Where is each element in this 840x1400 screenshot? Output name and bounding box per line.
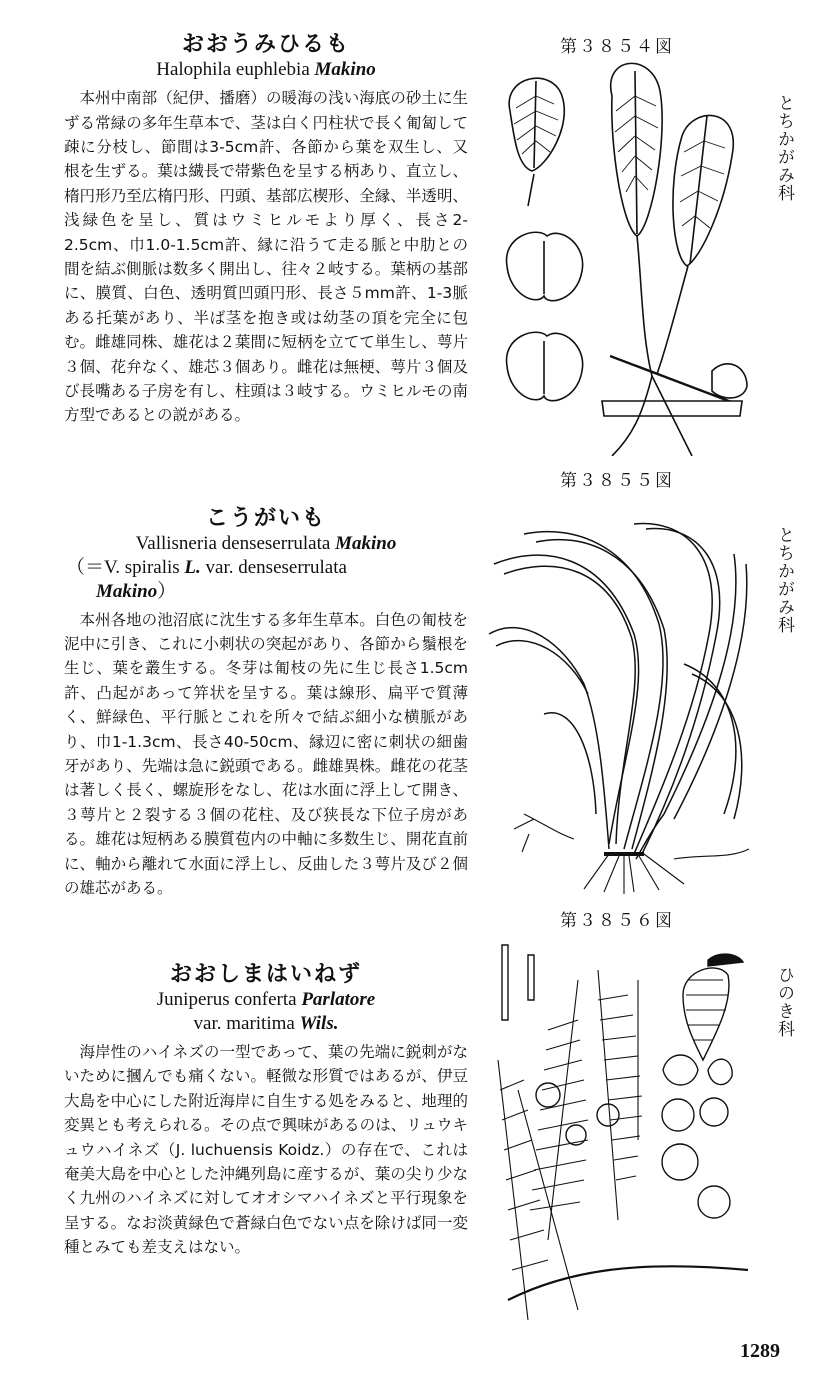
entry-title: おおしまはいねず xyxy=(169,962,362,987)
entry-description: 海岸性のハイネズの一型であって、葉の先端に鋭刺がないために摑んでも痛くない。軽微な形質ではあるが、伊豆大島を中心にした附近海岸に自生する処をみると、地理的変異とも考えられる。その点で興味があるのは、リュウキュウハイネズ（J. luchuensis Koidz.）の存在で、これは奄美大島を中心とした沖縄列島に産するが、葉の尖り少なく九州のハイネズに対してオオシマハイネズと平行現象を呈する。なお淡黄緑色で蒼緑白色でない点を除けば同一変種とみても差支えはない。 xyxy=(64,1042,468,1257)
figure-label: 第３８５５図 xyxy=(560,471,674,491)
entry-description: 本州中南部（紀伊、播磨）の暖海の浅い海底の砂土に生ずる常緑の多年生草本で、茎は白く円柱状で長く匍匐して疎に分枝し、節間は3-5cm許、各節から葉を双生し、又根を生ずる。葉は繊長で帯紫色を呈する柄あり、直立し、楕円形乃至広楕円形、円頭、基部広楔形、全縁、半透明、浅緑色を呈し、質はウミヒルモより厚く、長さ2-2.5cm、巾1.0-1.5cm許、縁に沿うて走る脈と中肋との間を結ぶ側脈は数多く開出し、往々２岐する。葉柄の基部に、膜質、白色、透明質凹頭円形、長さ５mm許、1-3脈ある托葉があり、半ば茎を抱き或は幼茎の頂を完全に包む。雌雄同株、雄花は２葉間に短柄を立てて単生し、萼片３個、花弁なく、雄芯３個あり。雌花は無梗、萼片３個及び長嘴ある子房を有し、柱頭は３岐する。ウミヒルモの南方型であるとの説がある。 xyxy=(64,89,468,425)
vallisneria-plant-illustration xyxy=(484,514,754,894)
entry-title: こうがいも xyxy=(205,506,326,531)
family-label: ひのき科 xyxy=(774,966,794,1038)
scientific-name: Vallisneria denseserrulata Makino xyxy=(135,533,397,555)
halophila-plant-illustration xyxy=(492,56,754,456)
synonym: （＝V. spiralis L. var. denseserrulata Makino） xyxy=(66,557,347,602)
entry-oumihirumo xyxy=(64,32,468,428)
entry-description: 本州各地の池沼底に沈生する多年生草本。白色の匍枝を泥中に引き、これに小刺状の突起があり、各節から鬚根を生じ、葉を叢生する。冬芽は匍枝の先に生じ長さ1.5cm許、凸起があって笄状を呈する。葉は線形、扁平で質薄く、鮮緑色、平行脈とこれを所々で結ぶ細小な横脈があり、巾1-1.3cm、長さ40-50cm、縁辺に密に刺状の細歯牙があり、先端は急に鋭頭である。雌雄異株。雌花の花茎は著しく長く、螺旋形をなし、花は水面に浮上して開き、３萼片と２裂する３個の花柱、及び狭長な下位子房がある。雄花は短柄ある膜質苞内の中軸に多数生じ、開花直前に、軸から離れて水面に浮上し、反曲した３萼片及び２個の雄芯がある。 xyxy=(64,610,468,898)
entry-ooshimahainezu xyxy=(64,962,468,1260)
juniperus-plant-illustration xyxy=(488,940,758,1325)
family-label: とちかがみ科 xyxy=(774,526,794,634)
figure-label: 第３８５４図 xyxy=(560,37,674,57)
figure-label: 第３８５６図 xyxy=(560,911,674,931)
scientific-name: Juniperus conferta Parlatore xyxy=(156,989,376,1011)
scientific-name: Halophila euphlebia Makino xyxy=(156,59,376,81)
entry-title: おおうみひるも xyxy=(181,32,350,57)
page-number: 1289 xyxy=(740,1340,780,1362)
family-label: とちかがみ科 xyxy=(774,94,794,202)
variety-name: var. maritima Wils. xyxy=(193,1013,339,1035)
entry-kougaimo xyxy=(64,506,468,901)
